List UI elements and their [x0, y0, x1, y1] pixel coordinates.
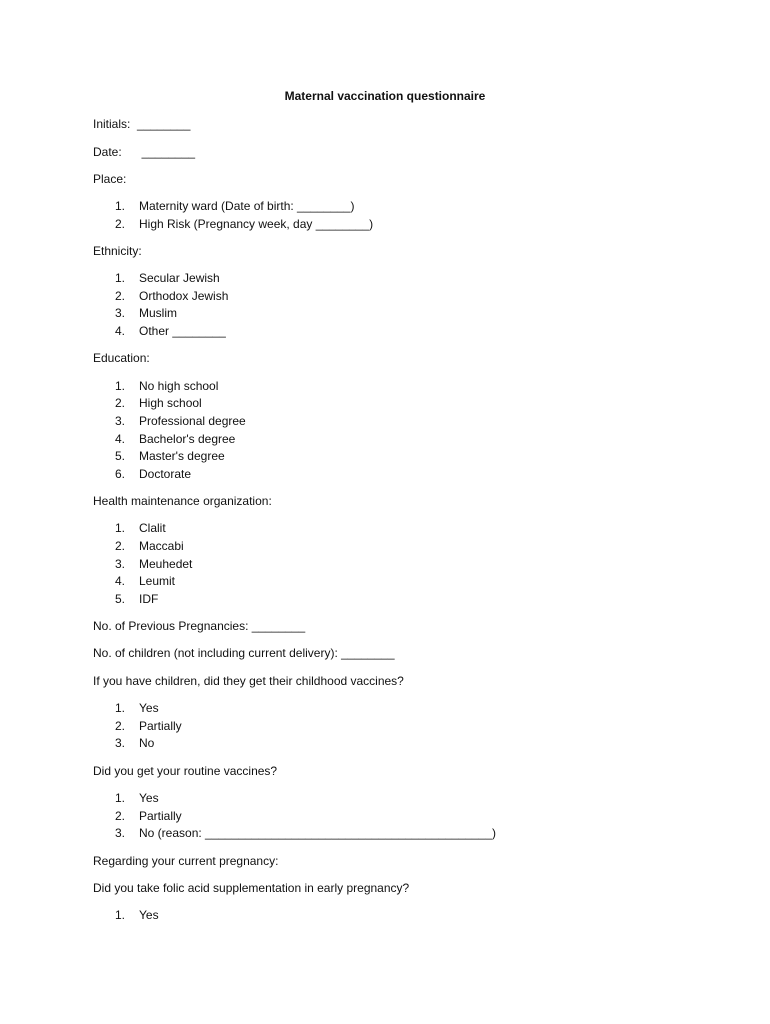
hmo-option: 5. IDF — [115, 592, 159, 606]
folic-acid-question: Did you take folic acid supplementation in early pregnancy? — [93, 881, 410, 895]
routine-vaccines-option: 2. Partially — [115, 809, 182, 823]
ethnicity-option: 4. Other ________ — [115, 324, 226, 338]
place-option: 1. Maternity ward (Date of birth: ________) — [115, 199, 355, 213]
education-option: 6. Doctorate — [115, 467, 192, 481]
date-field: Date: ________ — [93, 145, 196, 159]
education-option: 4. Bachelor's degree — [115, 432, 236, 446]
hmo-option: 2. Maccabi — [115, 539, 184, 553]
education-label: Education: — [93, 351, 150, 365]
ethnicity-option: 1. Secular Jewish — [115, 271, 220, 285]
education-option: 5. Master's degree — [115, 449, 225, 463]
children-count-field: No. of children (not including current delivery): ________ — [93, 646, 395, 660]
hmo-option: 4. Leumit — [115, 574, 176, 588]
folic-acid-option: 1. Yes — [115, 908, 159, 922]
ethnicity-option: 2. Orthodox Jewish — [115, 289, 229, 303]
page-title: Maternal vaccination questionnaire — [284, 89, 486, 103]
routine-vaccines-option: 3. No (reason: ___________________________________________) — [115, 826, 496, 840]
routine-vaccines-option: 1. Yes — [115, 791, 159, 805]
hmo-option: 1. Clalit — [115, 521, 166, 535]
previous-pregnancies-field: No. of Previous Pregnancies: ________ — [93, 619, 306, 633]
childhood-vaccines-option: 1. Yes — [115, 701, 159, 715]
childhood-vaccines-option: 3. No — [115, 736, 155, 750]
education-option: 1. No high school — [115, 379, 219, 393]
ethnicity-label: Ethnicity: — [93, 244, 142, 258]
education-option: 2. High school — [115, 396, 202, 410]
hmo-label: Health maintenance organization: — [93, 494, 272, 508]
hmo-option: 3. Meuhedet — [115, 557, 193, 571]
education-option: 3. Professional degree — [115, 414, 246, 428]
ethnicity-option: 3. Muslim — [115, 306, 177, 320]
childhood-vaccines-option: 2. Partially — [115, 719, 182, 733]
place-label: Place: — [93, 172, 127, 186]
initials-field: Initials: ________ — [93, 117, 191, 131]
current-pregnancy-heading: Regarding your current pregnancy: — [93, 854, 279, 868]
childhood-vaccines-question: If you have children, did they get their childhood vaccines? — [93, 674, 404, 688]
place-option: 2. High Risk (Pregnancy week, day ________) — [115, 217, 374, 231]
routine-vaccines-question: Did you get your routine vaccines? — [93, 764, 278, 778]
